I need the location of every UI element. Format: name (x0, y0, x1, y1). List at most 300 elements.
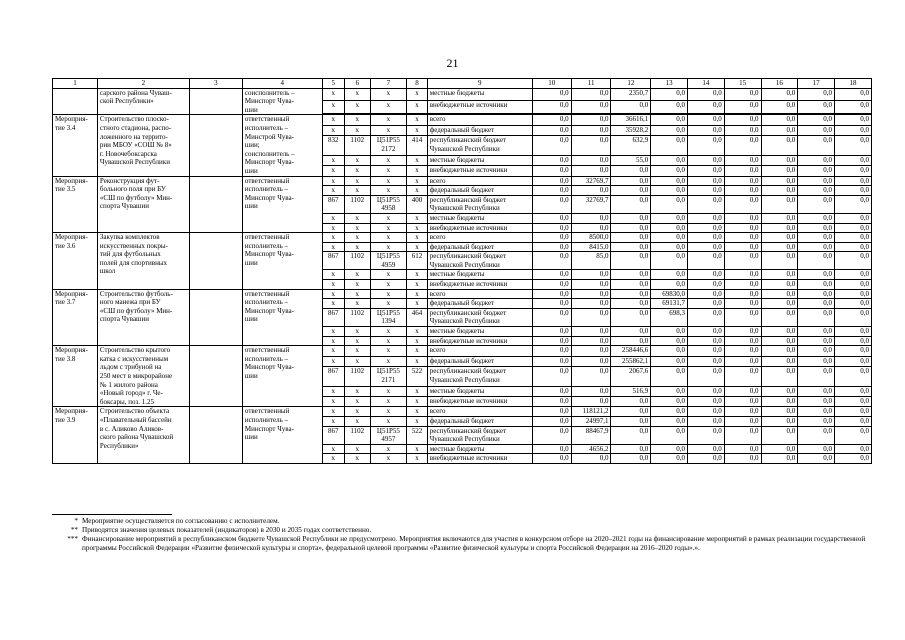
description-line: спорта Чувашии (99, 315, 149, 324)
value-cell: 0,0 (571, 88, 611, 101)
code-cell: x (322, 223, 344, 233)
code-cell: x (345, 176, 371, 186)
value-cell: 0,0 (724, 396, 761, 406)
value-cell: 0,0 (724, 327, 761, 337)
description-line: «СШ по футболу» Мин- (99, 193, 173, 202)
code-cell: x (407, 407, 427, 417)
value-cell: 32769,7 (571, 195, 611, 213)
code-cell: x (345, 416, 371, 426)
code-cell: x (407, 242, 427, 252)
code-cell: x (370, 270, 407, 280)
value-cell: 2350,7 (611, 88, 651, 101)
value-cell: 0,0 (688, 233, 725, 243)
executor-line: Минспорт Чува- (244, 193, 294, 202)
value-cell: 0,0 (532, 416, 571, 426)
value-cell: 0,0 (724, 407, 761, 417)
code-cell: Ц51Р55 4958 (370, 195, 407, 213)
value-cell: 0,0 (532, 299, 571, 309)
value-cell: 0,0 (611, 252, 651, 270)
value-cell: 0,0 (651, 88, 688, 101)
value-cell: 0,0 (761, 289, 798, 299)
value-cell: 0,0 (798, 454, 835, 464)
code-cell: x (322, 125, 344, 135)
value-cell: 0,0 (835, 366, 872, 386)
code-cell: x (407, 223, 427, 233)
value-cell: 0,0 (611, 444, 651, 454)
value-cell: 0,0 (761, 444, 798, 454)
value-cell: 0,0 (532, 186, 571, 196)
funding-source: внебюджетные источники (427, 336, 532, 346)
column-number: 7 (370, 79, 407, 89)
code-cell: x (407, 155, 427, 165)
description-line: «Плавательный бассейн (99, 415, 172, 424)
funding-source: всего (427, 115, 532, 125)
description-line: «СШ по футболу» Мин- (99, 306, 173, 315)
value-cell: 0,0 (724, 444, 761, 454)
value-cell: 0,0 (798, 396, 835, 406)
code-cell: x (345, 125, 371, 135)
empty-cell (189, 233, 242, 290)
code-cell: x (345, 327, 371, 337)
code-cell: x (345, 407, 371, 417)
value-cell: 0,0 (724, 454, 761, 464)
funding-source: республиканский бюджет Чувашской Республики (427, 136, 532, 156)
code-cell: Ц51Р55 4957 (370, 426, 407, 444)
executor-line: ответственный (244, 289, 290, 298)
executor-line: Минспорт Чува- (244, 97, 294, 106)
value-cell: 24997,1 (571, 416, 611, 426)
value-cell: 0,0 (651, 270, 688, 280)
value-cell: 0,0 (571, 327, 611, 337)
value-cell: 0,0 (835, 270, 872, 280)
funding-source: всего (427, 407, 532, 417)
funding-source: местные бюджеты (427, 327, 532, 337)
code-cell: Ц51Р55 4959 (370, 252, 407, 270)
code-cell: x (322, 454, 344, 464)
column-number: 4 (242, 79, 322, 89)
value-cell: 0,0 (724, 233, 761, 243)
value-cell: 0,0 (798, 386, 835, 396)
value-cell: 0,0 (651, 346, 688, 356)
value-cell: 88467,9 (571, 426, 611, 444)
value-cell: 0,0 (532, 396, 571, 406)
activity-id: Мероприя-тие 3.6 (53, 233, 98, 290)
value-cell: 0,0 (688, 346, 725, 356)
value-cell: 0,0 (798, 252, 835, 270)
footnotes (52, 517, 872, 553)
value-cell: 0,0 (611, 426, 651, 444)
funding-source: внебюджетные источники (427, 101, 532, 114)
executor-line: исполнитель – (244, 185, 289, 194)
column-number: 16 (761, 79, 798, 89)
value-cell: 0,0 (651, 396, 688, 406)
code-cell: x (407, 299, 427, 309)
code-cell: 1102 (345, 136, 371, 156)
description-line: больного поля при БУ (99, 185, 166, 194)
value-cell: 0,0 (798, 223, 835, 233)
funding-source: республиканский бюджет Чувашской Республики (427, 308, 532, 326)
value-cell: 0,0 (724, 270, 761, 280)
value-cell: 0,0 (798, 176, 835, 186)
code-cell: x (407, 289, 427, 299)
executor-line: ответственный (244, 176, 290, 185)
footnote-text: Мероприятие осуществляется по согласованию с исполнителем. (82, 517, 280, 525)
value-cell: 0,0 (571, 270, 611, 280)
executor-line: исполнитель – (244, 415, 289, 424)
executor-line: ответственный (244, 346, 290, 355)
value-cell: 0,0 (798, 166, 835, 176)
value-cell: 0,0 (532, 125, 571, 135)
code-cell: 867 (322, 308, 344, 326)
value-cell: 0,0 (835, 426, 872, 444)
value-cell: 0,0 (688, 176, 725, 186)
value-cell: 0,0 (835, 125, 872, 135)
value-cell: 0,0 (724, 166, 761, 176)
value-cell: 0,0 (571, 396, 611, 406)
value-cell: 0,0 (532, 444, 571, 454)
code-cell: 832 (322, 136, 344, 156)
value-cell: 0,0 (835, 407, 872, 417)
code-cell: x (345, 186, 371, 196)
value-cell: 35928,2 (611, 125, 651, 135)
description-line: № 1 жилого района (99, 380, 158, 389)
code-cell: x (407, 356, 427, 366)
code-cell: x (370, 386, 407, 396)
value-cell: 0,0 (761, 270, 798, 280)
code-cell: 464 (407, 308, 427, 326)
value-cell: 0,0 (835, 155, 872, 165)
value-cell: 0,0 (688, 444, 725, 454)
value-cell: 0,0 (611, 101, 651, 114)
value-cell: 0,0 (571, 125, 611, 135)
funding-source: республиканский бюджет Чувашской Республики (427, 426, 532, 444)
code-cell: x (407, 101, 427, 114)
value-cell: 0,0 (761, 195, 798, 213)
value-cell: 0,0 (724, 155, 761, 165)
value-cell: 258446,6 (611, 346, 651, 356)
value-cell: 698,3 (651, 308, 688, 326)
code-cell: 867 (322, 252, 344, 270)
value-cell: 0,0 (651, 115, 688, 125)
value-cell: 0,0 (798, 327, 835, 337)
value-cell: 0,0 (761, 213, 798, 223)
value-cell: 0,0 (688, 280, 725, 290)
value-cell: 0,0 (688, 386, 725, 396)
code-cell: x (407, 454, 427, 464)
code-cell: x (322, 299, 344, 309)
executor-cell (242, 346, 322, 407)
column-number: 3 (189, 79, 242, 89)
code-cell: x (345, 233, 371, 243)
code-cell: x (322, 280, 344, 290)
column-number: 5 (322, 79, 344, 89)
description-line: ской Республики» (99, 97, 154, 106)
footnote-text: Приводятся значения целевых показателей (индикаторов) в 2030 и 2035 годах соответственно. (82, 526, 372, 534)
value-cell: 0,0 (532, 327, 571, 337)
code-cell: x (370, 88, 407, 101)
value-cell: 0,0 (798, 125, 835, 135)
value-cell: 0,0 (571, 155, 611, 165)
executor-line: шии (244, 166, 258, 175)
code-cell: x (370, 289, 407, 299)
empty-cell (189, 115, 242, 176)
footnote (52, 517, 872, 526)
value-cell: 0,0 (798, 195, 835, 213)
value-cell: 0,0 (761, 356, 798, 366)
value-cell: 0,0 (761, 426, 798, 444)
value-cell: 0,0 (532, 426, 571, 444)
value-cell: 0,0 (688, 299, 725, 309)
description-line: катка с искусственным (99, 354, 169, 363)
value-cell: 0,0 (532, 308, 571, 326)
value-cell: 0,0 (835, 176, 872, 186)
funding-source: внебюджетные источники (427, 223, 532, 233)
empty-cell (189, 346, 242, 407)
value-cell: 0,0 (798, 233, 835, 243)
value-cell: 0,0 (798, 88, 835, 101)
funding-source: местные бюджеты (427, 155, 532, 165)
value-cell: 0,0 (532, 242, 571, 252)
value-cell: 0,0 (688, 155, 725, 165)
value-cell: 0,0 (532, 136, 571, 156)
value-cell: 0,0 (724, 242, 761, 252)
value-cell: 0,0 (532, 101, 571, 114)
executor-line: Минспорт Чува- (244, 424, 294, 433)
executor-line: Минспорт Чува- (244, 250, 294, 259)
value-cell: 0,0 (571, 166, 611, 176)
value-cell: 0,0 (532, 356, 571, 366)
description-line: ского района Чувашской (99, 433, 174, 442)
code-cell: x (407, 166, 427, 176)
code-cell: x (345, 270, 371, 280)
value-cell: 0,0 (835, 115, 872, 125)
value-cell: 0,0 (651, 407, 688, 417)
value-cell: 0,0 (571, 136, 611, 156)
value-cell: 0,0 (688, 195, 725, 213)
value-cell: 0,0 (798, 308, 835, 326)
code-cell: 1102 (345, 252, 371, 270)
code-cell: x (407, 176, 427, 186)
value-cell: 0,0 (532, 454, 571, 464)
funding-source: республиканский бюджет Чувашской Республики (427, 195, 532, 213)
value-cell: 516,9 (611, 386, 651, 396)
code-cell: x (345, 444, 371, 454)
value-cell: 0,0 (835, 454, 872, 464)
value-cell: 0,0 (724, 223, 761, 233)
executor-line: шии (244, 433, 258, 442)
value-cell: 118121,2 (571, 407, 611, 417)
value-cell: 0,0 (688, 213, 725, 223)
value-cell: 0,0 (651, 426, 688, 444)
code-cell: x (407, 233, 427, 243)
value-cell: 0,0 (798, 416, 835, 426)
value-cell: 0,0 (835, 416, 872, 426)
value-cell: 0,0 (651, 155, 688, 165)
code-cell: x (345, 166, 371, 176)
value-cell: 0,0 (651, 386, 688, 396)
value-cell: 0,0 (798, 289, 835, 299)
table-row (53, 346, 872, 356)
executor-cell (242, 407, 322, 464)
value-cell: 0,0 (651, 356, 688, 366)
value-cell: 0,0 (532, 346, 571, 356)
value-cell: 0,0 (532, 155, 571, 165)
value-cell: 0,0 (688, 366, 725, 386)
value-cell: 0,0 (835, 213, 872, 223)
column-number: 13 (651, 79, 688, 89)
code-cell: 612 (407, 252, 427, 270)
value-cell: 0,0 (651, 195, 688, 213)
value-cell: 0,0 (798, 213, 835, 223)
value-cell: 0,0 (835, 346, 872, 356)
description-line: искусственных покры- (99, 241, 168, 250)
executor-line: шии; (244, 141, 260, 150)
value-cell: 0,0 (532, 176, 571, 186)
code-cell: x (370, 242, 407, 252)
description-line: 250 мест в микрорайоне (99, 372, 173, 380)
column-number: 10 (532, 79, 571, 89)
funding-source: федеральный бюджет (427, 416, 532, 426)
value-cell: 0,0 (532, 386, 571, 396)
code-cell: 400 (407, 195, 427, 213)
value-cell: 0,0 (761, 252, 798, 270)
code-cell: x (322, 416, 344, 426)
code-cell: x (407, 186, 427, 196)
value-cell: 0,0 (835, 327, 872, 337)
activity-description (97, 115, 189, 176)
code-cell: x (345, 454, 371, 464)
executor-line: соисполнитель – (244, 88, 295, 97)
value-cell: 0,0 (611, 396, 651, 406)
value-cell: 0,0 (688, 327, 725, 337)
value-cell: 0,0 (724, 88, 761, 101)
funding-source: республиканский бюджет Чувашской Республики (427, 252, 532, 270)
value-cell: 0,0 (688, 88, 725, 101)
code-cell: x (345, 396, 371, 406)
value-cell: 69131,7 (651, 299, 688, 309)
code-cell: x (370, 356, 407, 366)
value-cell: 0,0 (532, 289, 571, 299)
value-cell: 0,0 (724, 101, 761, 114)
executor-line: шии (244, 315, 258, 324)
value-cell: 0,0 (611, 233, 651, 243)
value-cell: 0,0 (571, 213, 611, 223)
value-cell: 0,0 (688, 396, 725, 406)
activity-id: Мероприя-тие 3.9 (53, 407, 98, 464)
value-cell: 4656,2 (571, 444, 611, 454)
empty-cell (189, 88, 242, 115)
funding-source: республиканский бюджет Чувашской Республики (427, 366, 532, 386)
activity-id (53, 88, 98, 115)
value-cell: 0,0 (835, 396, 872, 406)
table-row (53, 407, 872, 417)
value-cell: 0,0 (798, 186, 835, 196)
value-cell: 0,0 (798, 346, 835, 356)
code-cell: x (322, 213, 344, 223)
description-line: Республики» (99, 441, 139, 450)
value-cell: 0,0 (835, 186, 872, 196)
value-cell: 0,0 (532, 213, 571, 223)
value-cell: 0,0 (532, 366, 571, 386)
value-cell: 0,0 (835, 166, 872, 176)
executor-cell (242, 88, 322, 115)
value-cell: 0,0 (835, 356, 872, 366)
description-line: рии МБОУ «СОШ № 8» (99, 141, 172, 150)
value-cell: 0,0 (798, 270, 835, 280)
value-cell: 0,0 (651, 454, 688, 464)
description-line: тий для футбольных (99, 250, 161, 259)
code-cell: x (322, 176, 344, 186)
value-cell: 0,0 (532, 280, 571, 290)
column-number: 12 (611, 79, 651, 89)
code-cell: 867 (322, 426, 344, 444)
value-cell: 0,0 (688, 115, 725, 125)
activity-id: Мероприя-тие 3.7 (53, 289, 98, 346)
value-cell: 0,0 (761, 233, 798, 243)
funding-source: местные бюджеты (427, 213, 532, 223)
description-line: Строительство футболь- (99, 289, 173, 298)
funding-source: местные бюджеты (427, 270, 532, 280)
description-line: Строительство объекта (99, 407, 170, 416)
value-cell: 0,0 (724, 213, 761, 223)
value-cell: 0,0 (571, 308, 611, 326)
value-cell: 0,0 (571, 299, 611, 309)
value-cell: 0,0 (761, 186, 798, 196)
funding-source: всего (427, 346, 532, 356)
funding-source: всего (427, 233, 532, 243)
value-cell: 0,0 (835, 101, 872, 114)
value-cell: 0,0 (761, 308, 798, 326)
code-cell: x (370, 407, 407, 417)
executor-line: ответственный (244, 115, 290, 124)
executor-cell (242, 233, 322, 290)
value-cell: 0,0 (651, 242, 688, 252)
code-cell: x (345, 242, 371, 252)
executor-line: исполнитель – (244, 298, 289, 307)
funding-source: федеральный бюджет (427, 186, 532, 196)
code-cell: x (345, 213, 371, 223)
value-cell: 0,0 (724, 386, 761, 396)
value-cell: 0,0 (761, 386, 798, 396)
value-cell: 0,0 (835, 289, 872, 299)
executor-line: исполнитель – (244, 354, 289, 363)
value-cell: 0,0 (798, 407, 835, 417)
code-cell: x (370, 186, 407, 196)
executor-cell (242, 289, 322, 346)
code-cell: x (322, 336, 344, 346)
value-cell: 0,0 (688, 356, 725, 366)
value-cell: 0,0 (651, 176, 688, 186)
value-cell: 0,0 (761, 223, 798, 233)
activity-description (97, 289, 189, 346)
column-number: 11 (571, 79, 611, 89)
value-cell: 0,0 (761, 407, 798, 417)
value-cell: 0,0 (688, 186, 725, 196)
value-cell: 0,0 (724, 299, 761, 309)
executor-line: шии (244, 258, 258, 267)
value-cell: 0,0 (724, 195, 761, 213)
description-line: спорта Чувашии (99, 202, 149, 211)
code-cell: x (407, 386, 427, 396)
value-cell: 0,0 (532, 270, 571, 280)
value-cell: 0,0 (835, 88, 872, 101)
description-line: «Новый город» г. Че- (99, 389, 163, 398)
code-cell: x (370, 166, 407, 176)
description-line: школ (99, 267, 116, 276)
code-cell: x (407, 88, 427, 101)
executor-line: ответственный (244, 407, 290, 416)
activity-id: Мероприя-тие 3.5 (53, 176, 98, 233)
